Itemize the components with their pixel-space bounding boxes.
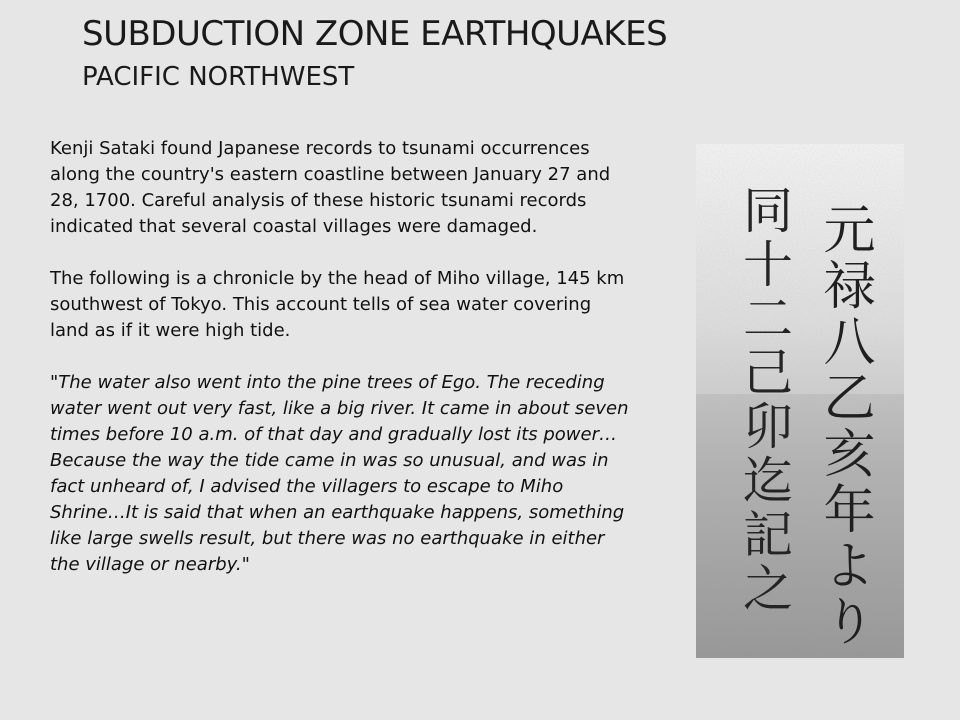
body-text bbox=[50, 136, 630, 578]
japanese-scroll-image bbox=[696, 144, 904, 658]
scroll-column-left: 同十二己卯迄記之 bbox=[735, 184, 793, 616]
scroll-column-right: 元禄八乙亥年より bbox=[814, 202, 874, 650]
slide-title: SUBDUCTION ZONE EARTHQUAKES bbox=[82, 14, 668, 54]
chronicle-quote: "The water also went into the pine trees of Ego. The receding water went out very fast, like a big river. It came in about seven times before 10 a.m. of that day and gradually lost its power…Because the way the tide came in was so unusual, and was in fact unheard of, I advised the villagers to escape to Miho Shrine…It is said that when an earthquake happens, something like large swells result, but there was no earthquake in either the village or nearby." bbox=[50, 372, 629, 575]
slide-subtitle: PACIFIC NORTHWEST bbox=[82, 62, 355, 92]
paragraph-chronicle: The following is a chronicle by the head of Miho village, 145 km southwest of Tokyo. This account tells of sea water covering land as if it were high tide. bbox=[50, 268, 625, 341]
paragraph-intro: Kenji Sataki found Japanese records to tsunami occurrences along the country's eastern coastline between January 27 and 28, 1700. Careful analysis of these historic tsunami records indicated that several coastal villages were damaged. bbox=[50, 138, 611, 237]
